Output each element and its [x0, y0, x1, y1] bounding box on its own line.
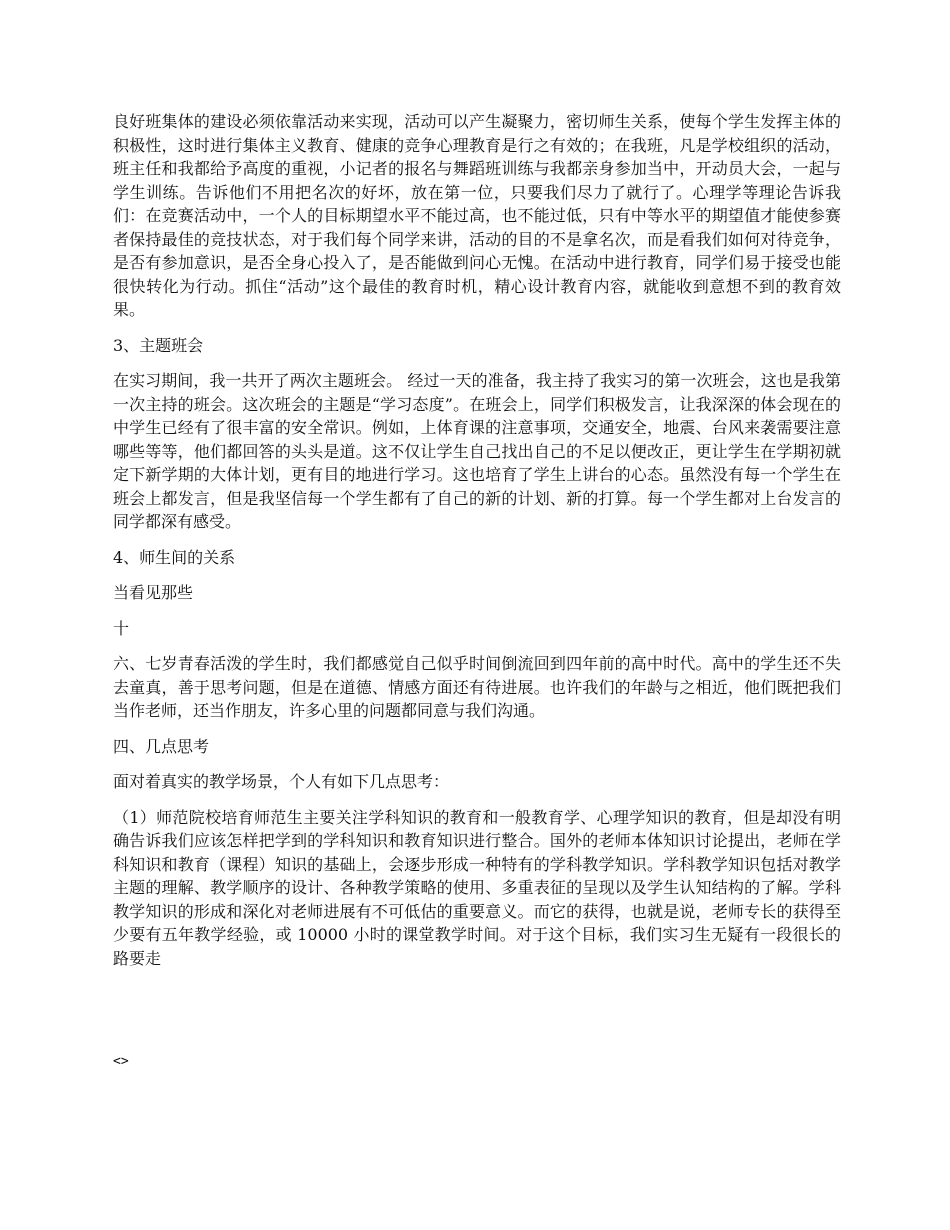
paragraph-reflection-1: （1）师范院校培育师范生主要关注学科知识的教育和一般教育学、心理学知识的教育，但是却没有明确告诉我们应该怎样把学到的学科知识和教育知识进行整合。国外的老师本体知识讨论提出，老师在学科知识和教育（课程）知识的基础上，会逐步形成一种特有的学科教学知识。学科教学知识包括对教学主题的理解、教学顺序的设计、各种教学策略的使用、多重表征的呈现以及学生认知结构的了解。学科教学知识的形成和深化对老师进展有不可低估的重要意义。而它的获得，也就是说，老师专长的获得至少要有五年教学经验，或 10000 小时的课堂教学时间。对于这个目标，我们实习生无疑有一段很长的路要走 — [113, 807, 841, 968]
footer-mark: <> — [113, 1054, 129, 1069]
paragraph-activities: 良好班集体的建设必须依靠活动来实现，活动可以产生凝聚力，密切师生关系，使每个学生发挥主体的积极性，这时进行集体主义教育、健康的竞争心理教育是行之有效的；在我班，凡是学校组织的活动，班主任和我都给予高度的重视，小记者的报名与舞蹈班训练与我都亲身参加当中，开动员大会，一起与学生训练。告诉他们不用把名次的好坏，放在第一位，只要我们尽力了就行了。心理学等理论告诉我们：在竞赛活动中，一个人的目标期望水平不能过高，也不能过低，只有中等水平的期望值才能使参赛者保持最佳的竞技状态，对于我们每个同学来讲，活动的目的不是拿名次，而是看我们如何对待竞争，是否有参加意识，是否全身心投入了，是否能做到问心无愧。在活动中进行教育，同学们易于接受也能很快转化为行动。抓住“活动”这个最佳的教育时机，精心设计教育内容，就能收到意想不到的教育效果。 — [113, 112, 841, 319]
paragraph-class-meeting: 在实习期间，我一共开了两次主题班会。 经过一天的准备，我主持了我实习的第一次班会，这也是我第一次主持的班会。这次班会的主题是“学习态度”。在班会上，同学们积极发言，让我深深的体会现在的中学生已经有了很丰富的安全常识。例如，上体育课的注意事项，交通安全，地震、台风来袭需要注意哪些等等，他们都回答的头头是道。这不仅让学生自己找出自己的不足以便改正，更让学生在学期初就定下新学期的大体计划，更有目的地进行学习。这也培育了学生上讲台的心态。虽然没有每一个学生在班会上都发言，但是我坚信每一个学生都有了自己的新的计划、新的打算。每一个学生都对上台发言的同学都深有感受。 — [113, 371, 841, 531]
paragraph-reflections-intro: 面对着真实的教学场景，个人有如下几点思考： — [113, 772, 450, 791]
paragraph-line-fragment: 当看见那些 — [113, 583, 194, 602]
document-body — [113, 110, 841, 970]
heading-class-meeting: 3、主题班会 — [113, 335, 204, 355]
paragraph-teacher-student: 六、七岁青春活泼的学生时，我们都感觉自己似乎时间倒流回到四年前的高中时代。高中的学生还不失去童真，善于思考问题，但是在道德、情感方面还有待进展。也许我们的年龄与之相近，他们既把我们当作老师，还当作朋友，许多心里的问题都同意与我们沟通。 — [113, 654, 841, 720]
heading-reflections: 四、几点思考 — [113, 736, 210, 756]
heading-teacher-student: 4、师生间的关系 — [113, 547, 236, 567]
paragraph-line-ten: 十 — [113, 618, 130, 638]
